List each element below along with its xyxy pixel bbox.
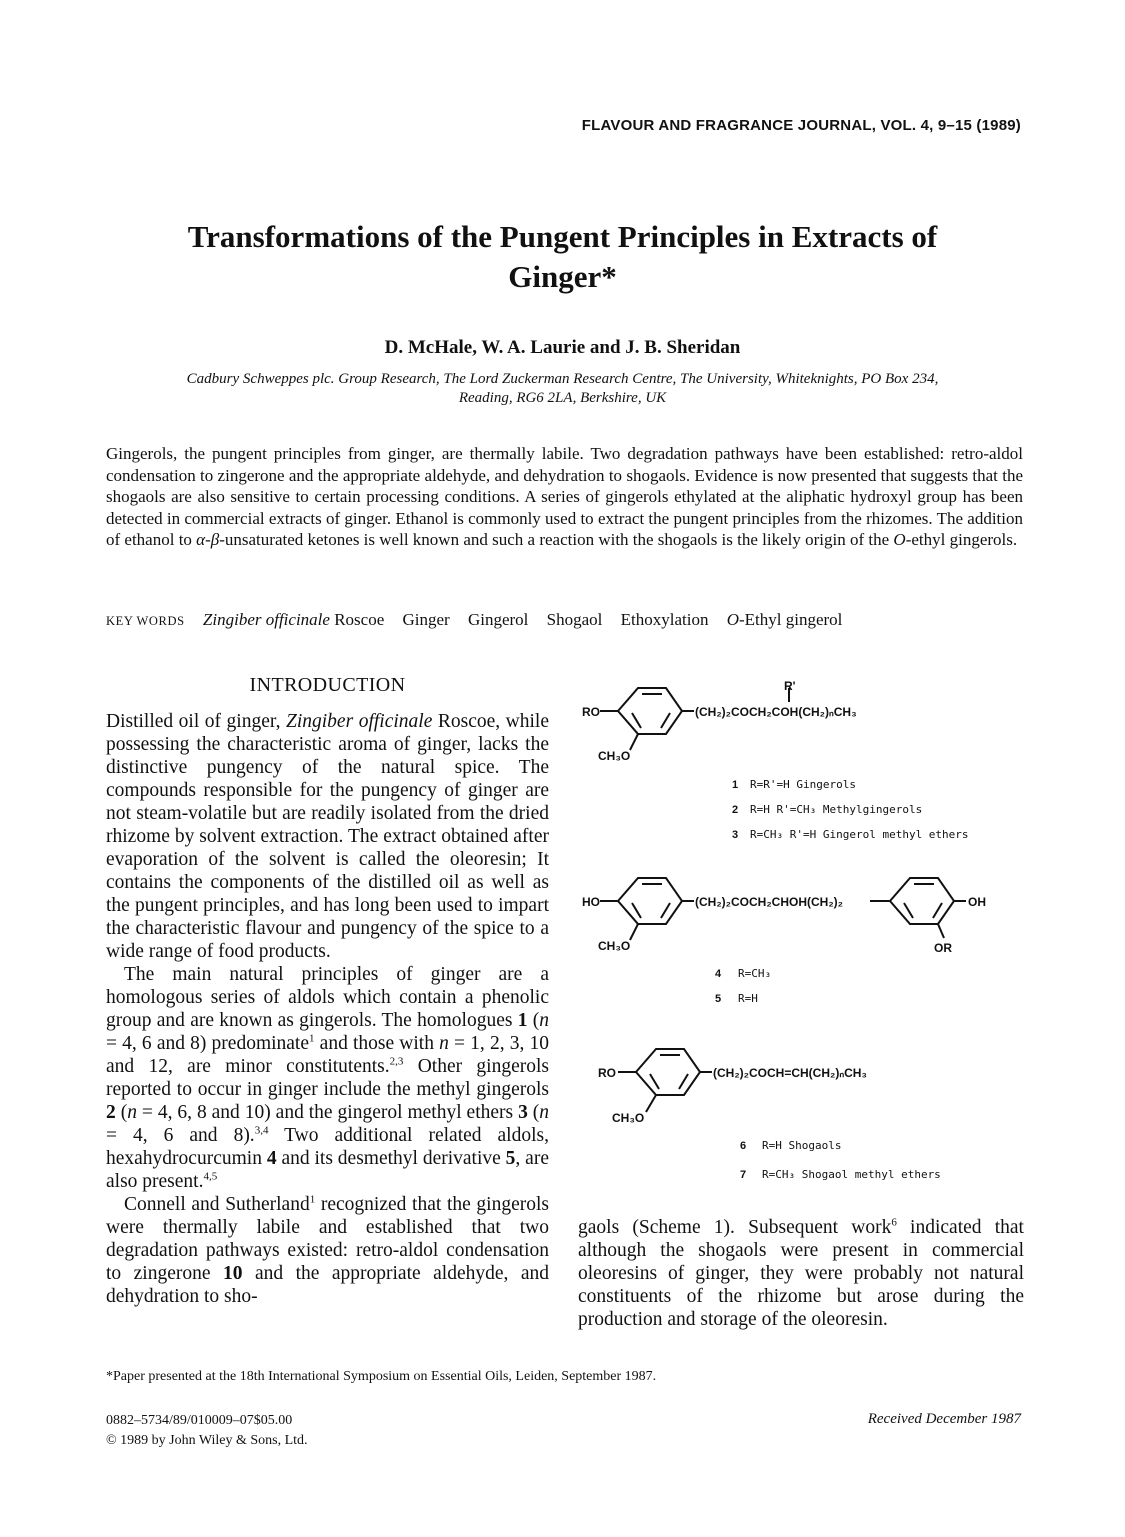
issn-block bbox=[106, 1411, 308, 1451]
caption-shogaols: R=H Shogaols bbox=[762, 1139, 842, 1152]
title-line-1: Transformations of the Pungent Principles in Extracts of bbox=[187, 219, 938, 254]
keywords bbox=[106, 610, 1026, 630]
keyword-1-authority: Roscoe bbox=[329, 610, 385, 629]
p2-text-j: and its desmethyl derivative bbox=[276, 1148, 506, 1169]
compound-ref-2: 2 bbox=[106, 1102, 116, 1123]
caption-gingerols: R=R'=H Gingerols bbox=[750, 778, 856, 791]
abstract-alpha-beta: α-β bbox=[196, 530, 220, 549]
keyword-3: Gingerol bbox=[467, 610, 529, 629]
p2-text-paren: ( bbox=[527, 1102, 540, 1123]
p1-text-a: Distilled oil of ginger, bbox=[106, 711, 286, 732]
p2-text-k: , are also present. bbox=[106, 1148, 549, 1192]
affiliation-line-2: Reading, RG6 2LA, Berkshire, UK bbox=[458, 390, 667, 406]
abstract-text-2: -unsaturated ketones is well known and such a reaction with the shogaols is the likely origin of the bbox=[219, 530, 894, 549]
scheme-1-structures bbox=[570, 670, 1030, 1190]
p2-text-paren: ( bbox=[115, 1102, 128, 1123]
methoxy-label-3: CH₃O bbox=[612, 1111, 645, 1125]
keywords-label: KEY WORDS bbox=[106, 614, 185, 628]
citation-2-3: 2,3 bbox=[389, 1055, 404, 1068]
citation-1: 1 bbox=[309, 1193, 316, 1206]
caption-5: R=H bbox=[738, 992, 758, 1005]
abstract-o-italic: O bbox=[893, 530, 906, 549]
received-date: Received December 1987 bbox=[867, 1411, 1021, 1427]
intro-paragraph-1 bbox=[106, 710, 549, 963]
methoxy-label-1: CH₃O bbox=[598, 749, 631, 763]
compound-ref-4: 4 bbox=[266, 1148, 277, 1169]
rc-text-b: indicated that although the shogaols were present in commercial oleoresins of ginger, they were probably not natural constituents of the rhizome but arose during the production and storage of the oleoresin. bbox=[578, 1217, 1024, 1330]
shogaol-chain: (CH₂)₂COCH=CH(CH₂)ₙCH₃ bbox=[713, 1066, 867, 1080]
p2-text-d: and those with bbox=[314, 1033, 440, 1054]
section-heading-introduction: INTRODUCTION bbox=[249, 674, 406, 696]
p1-text-b: Roscoe, while possessing the characteristic aroma of ginger, lacks the distinctive pungency of the natural spice. The compounds responsible for the pungency of ginger are not steam-volatile but are readily isolated from the dried rhizome by solvent extraction. The extract obtained after evaporation of the solvent is called the oleoresin; It contains the components of the distilled oil as well as the pungent principles, and has long been used to impart the characteristic flavour and pungency of the spice to a wide range of food products. bbox=[106, 711, 550, 962]
p2-n-italic: n bbox=[127, 1102, 137, 1123]
compound-number-1: 1 bbox=[732, 779, 739, 791]
caption-shogaol-methyl-ethers: R=CH₃ Shogaol methyl ethers bbox=[762, 1168, 941, 1181]
p1-species: Zingiber officinale bbox=[286, 711, 433, 732]
benzene-ring-1 bbox=[618, 688, 682, 734]
keyword-6-rest: -Ethyl gingerol bbox=[739, 610, 843, 629]
p2-text-f: Other gingerols reported to occur in ginger include the methyl gingerols bbox=[106, 1056, 549, 1100]
citation-4-5: 4,5 bbox=[203, 1170, 218, 1183]
compound-number-5: 5 bbox=[715, 993, 722, 1005]
p2-text-a: The main natural principles of ginger are a homologous series of aldols which contain a phenolic group and are known as gingerols. The homologues bbox=[106, 964, 549, 1031]
ro-label-3: RO bbox=[598, 1066, 616, 1080]
gingerol-chain: (CH₂)₂COCH₂COH(CH₂)ₙCH₃ bbox=[695, 705, 857, 719]
abstract-text-1: Gingerols, the pungent principles from ginger, are thermally labile. Two degradation pathways have been established: retro-aldol condensation to zingerone and the appropriate aldehyde, and dehydration to shogaols. Evidence is now presented that suggests that the shogaols are also sensitive to certain processing conditions. A series of gingerols ethylated at the aliphatic hydroxyl group has been detected in commercial extracts of ginger. Ethanol is commonly used to extract the pungent principles from the rhizomes. The addition of ethanol to bbox=[106, 444, 1023, 549]
rc-text-a: gaols (Scheme 1). Subsequent work bbox=[578, 1217, 892, 1238]
journal-header: FLAVOUR AND FRAGRANCE JOURNAL, VOL. 4, 9–15 (1989) bbox=[581, 117, 1021, 134]
compound-ref-5: 5 bbox=[505, 1148, 516, 1169]
p2-n-italic: n bbox=[539, 1010, 549, 1031]
intro-paragraph-2 bbox=[106, 963, 549, 1193]
ho-label: HO bbox=[582, 895, 600, 909]
p3-text-b: recognized that the gingerols were thermally labile and established that two degradation pathways existed: retro-aldol condensation to zingerone bbox=[106, 1194, 549, 1284]
abstract-text-3: -ethyl gingerols. bbox=[905, 530, 1018, 549]
compound-number-6: 6 bbox=[740, 1140, 747, 1152]
keyword-6 bbox=[727, 610, 843, 629]
p3-text-a: Connell and Sutherland bbox=[124, 1194, 310, 1215]
p2-text-c: = 4, 6 and 8) predominate bbox=[106, 1033, 310, 1054]
r-prime-label: R' bbox=[784, 679, 796, 693]
intro-paragraph-3 bbox=[106, 1193, 549, 1308]
intro-paragraph-continued bbox=[578, 1216, 1024, 1331]
title-line-2: Ginger* bbox=[508, 259, 617, 294]
keyword-5: Ethoxylation bbox=[620, 610, 709, 629]
benzene-ring-3 bbox=[890, 878, 954, 924]
hexahydrocurcumin-chain: (CH₂)₂COCH₂CHOH(CH₂)₂ bbox=[695, 895, 843, 909]
intro-left-column bbox=[106, 710, 549, 1308]
compound-ref-1: 1 bbox=[517, 1010, 528, 1031]
citation-6: 6 bbox=[891, 1216, 897, 1229]
p2-text-e: = 1, 2, 3, 10 and 12, are minor constitutents. bbox=[106, 1033, 550, 1077]
compound-ref-10: 10 bbox=[222, 1263, 243, 1284]
p2-text-i: Two additional related aldols, hexahydrocurcumin bbox=[106, 1125, 549, 1169]
keyword-2: Ginger bbox=[402, 610, 450, 629]
footnote: *Paper presented at the 18th International Symposium on Essential Oils, Leiden, September 1987. bbox=[106, 1369, 657, 1384]
p2-text-h: = 4, 6 and 8). bbox=[106, 1125, 255, 1146]
authors: D. McHale, W. A. Laurie and J. B. Sheridan bbox=[384, 337, 741, 358]
issn-code: 0882–5734/89/010009–07$05.00 bbox=[106, 1413, 293, 1428]
intro-right-column bbox=[578, 1216, 1024, 1331]
compound-ref-3: 3 bbox=[518, 1102, 528, 1123]
p2-n-italic: n bbox=[539, 1102, 549, 1123]
benzene-ring-4 bbox=[636, 1049, 700, 1095]
keyword-6-italic: O bbox=[726, 610, 739, 629]
p3-text-c: and the appropriate aldehyde, and dehydration to sho- bbox=[106, 1263, 549, 1307]
p2-n-italic: n bbox=[439, 1033, 449, 1054]
caption-gingerol-methyl-ethers: R=CH₃ R'=H Gingerol methyl ethers bbox=[750, 828, 969, 841]
p2-text-g: = 4, 6, 8 and 10) and the gingerol methyl ethers bbox=[136, 1102, 519, 1123]
keyword-1 bbox=[203, 610, 384, 629]
compound-number-2: 2 bbox=[732, 804, 739, 816]
affiliation bbox=[100, 370, 1025, 408]
paper-title bbox=[100, 217, 1025, 297]
compound-number-3: 3 bbox=[732, 829, 739, 841]
methoxy-label-2: CH₃O bbox=[598, 939, 631, 953]
citation-1: 1 bbox=[309, 1032, 315, 1045]
caption-methylgingerols: R=H R'=CH₃ Methylgingerols bbox=[750, 803, 923, 816]
citation-3-4: 3,4 bbox=[254, 1124, 269, 1137]
compound-number-7: 7 bbox=[740, 1169, 747, 1181]
benzene-ring-2 bbox=[618, 878, 682, 924]
affiliation-line-1: Cadbury Schweppes plc. Group Research, The Lord Zuckerman Research Centre, The University, Whiteknights, PO Box 234, bbox=[186, 371, 939, 387]
copyright: © 1989 by John Wiley & Sons, Ltd. bbox=[106, 1433, 308, 1448]
keyword-1-species: Zingiber officinale bbox=[202, 610, 330, 629]
abstract bbox=[106, 443, 1023, 551]
caption-4: R=CH₃ bbox=[738, 967, 772, 980]
keyword-4: Shogaol bbox=[546, 610, 603, 629]
p2-text-b: ( bbox=[527, 1010, 540, 1031]
ro-label-1: RO bbox=[582, 705, 600, 719]
oh-label: OH bbox=[968, 895, 986, 909]
or-label: OR bbox=[934, 941, 952, 955]
compound-number-4: 4 bbox=[715, 968, 722, 980]
